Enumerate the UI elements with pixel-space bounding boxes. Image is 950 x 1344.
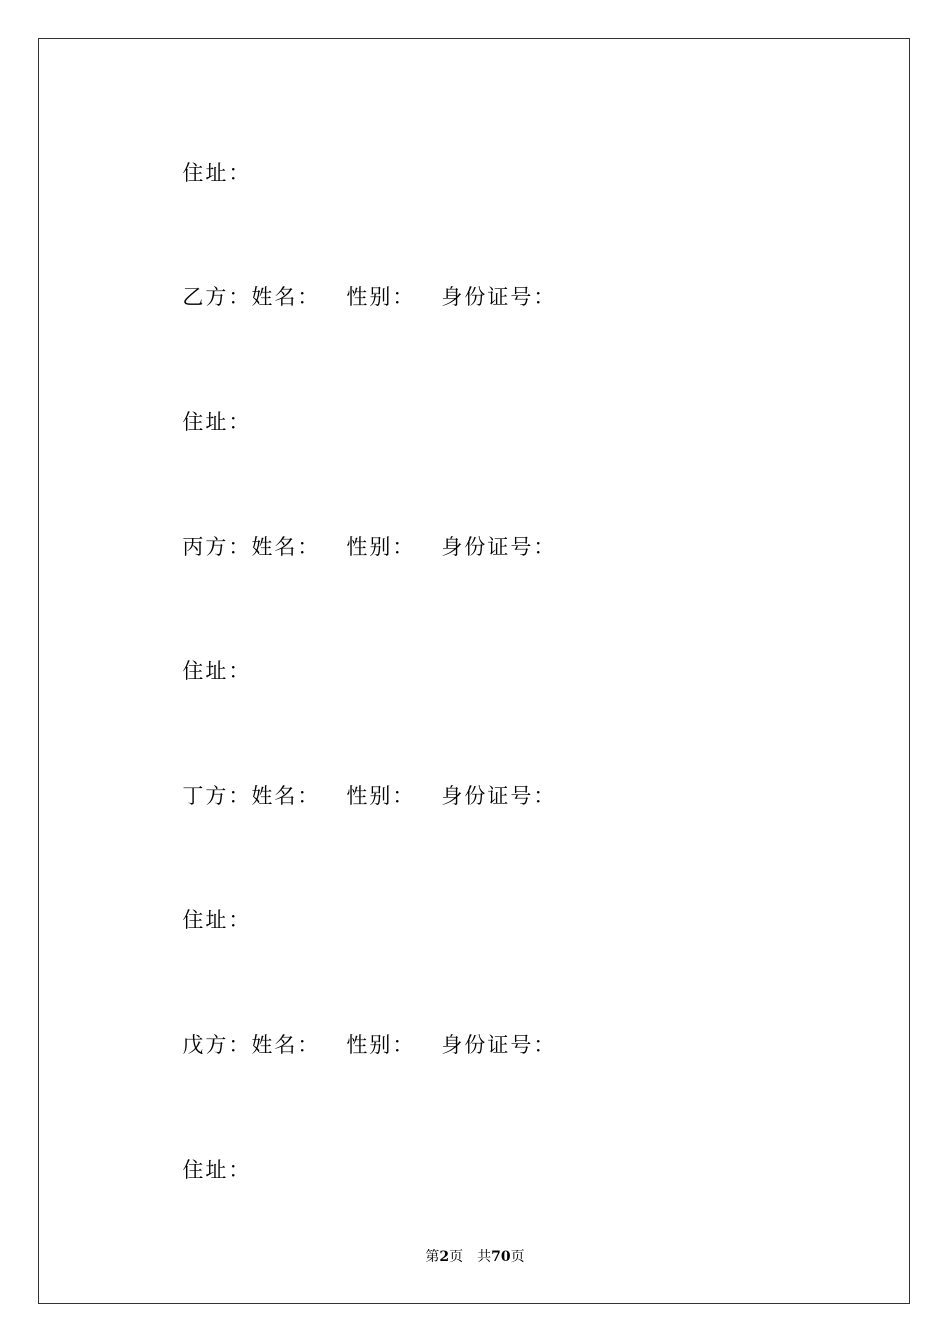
footer-prefix: 第: [425, 1249, 440, 1265]
party-line-c: [165, 511, 556, 559]
id-number-label: 身份证号：: [441, 535, 557, 559]
current-page-number: 2: [439, 1249, 450, 1265]
party-line-b: [165, 261, 556, 309]
footer-page-suffix: 页: [449, 1249, 464, 1265]
address-line-e: [165, 1134, 251, 1182]
name-label: 姓名：: [251, 285, 321, 309]
gender-label: 性别：: [346, 535, 416, 559]
party-line-e: [165, 1009, 556, 1057]
party-label: 丙方：: [182, 535, 252, 559]
page-footer: [0, 1248, 950, 1266]
party-label: 戊方：: [182, 1033, 252, 1057]
address-line-b: [165, 386, 251, 434]
party-label: 乙方：: [182, 285, 252, 309]
address-label: 住址：: [182, 659, 252, 683]
total-pages-number: 70: [491, 1249, 511, 1265]
footer-total-suffix: 页: [510, 1249, 525, 1265]
name-label: 姓名：: [251, 535, 321, 559]
name-label: 姓名：: [251, 1033, 321, 1057]
gender-label: 性别：: [346, 784, 416, 808]
address-line-c: [165, 635, 251, 683]
address-line-d: [165, 884, 251, 932]
gender-label: 性别：: [346, 1033, 416, 1057]
id-number-label: 身份证号：: [441, 1033, 557, 1057]
address-line-0: [165, 137, 251, 185]
address-label: 住址：: [182, 1158, 252, 1182]
id-number-label: 身份证号：: [441, 784, 557, 808]
address-label: 住址：: [182, 410, 252, 434]
id-number-label: 身份证号：: [441, 285, 557, 309]
footer-total-prefix: 共: [477, 1249, 492, 1265]
party-label: 丁方：: [182, 784, 252, 808]
name-label: 姓名：: [251, 784, 321, 808]
address-label: 住址：: [182, 908, 252, 932]
party-line-d: [165, 760, 556, 808]
address-label: 住址：: [182, 161, 252, 185]
gender-label: 性别：: [346, 285, 416, 309]
